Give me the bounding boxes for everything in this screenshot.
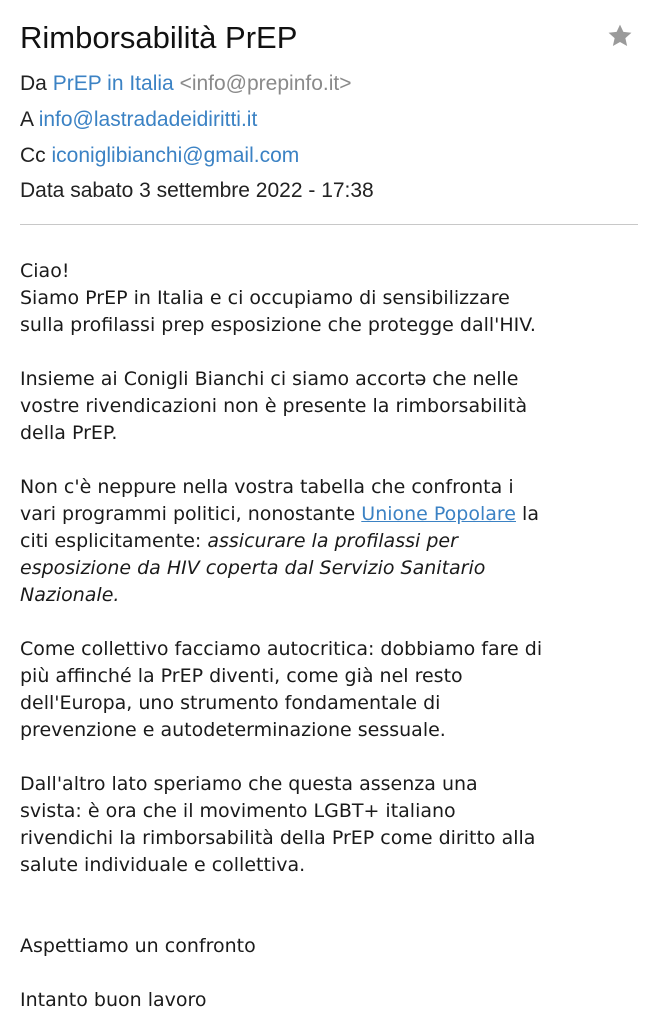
closing-line: Aspettiamo un confronto [20,935,256,957]
body-line: dell'Europa, uno strumento fondamentale di [20,692,441,714]
quote-line: esposizione da HIV coperta dal Servizio Sanitario [20,557,486,579]
quote-line: Nazionale. [20,584,120,606]
email-body [20,258,640,1014]
from-row [20,70,352,98]
paragraph-svista [20,771,640,879]
paragraph-greeting [20,258,640,339]
cc-label: Cc [20,144,46,167]
from-name-link[interactable]: PrEP in Italia [52,72,174,95]
unione-popolare-link[interactable]: Unione Popolare [361,503,516,525]
body-line: più affinché la PrEP diventi, come già nel resto [20,665,463,687]
paragraph-autocritica [20,636,640,744]
body-line: salute individuale e collettiva. [20,854,306,876]
from-label: Da [20,72,47,95]
date-value: sabato 3 settembre 2022 - 17:38 [70,179,374,202]
paragraph-insieme [20,366,640,447]
body-text: vari programmi politici, nonostante [20,503,362,525]
header-divider [20,224,638,225]
body-line: rivendichi la rimborsabilità della PrEP come diritto alla [20,827,536,849]
body-line: Insieme ai Conigli Bianchi ci siamo accortə che nelle [20,368,519,390]
cc-row [20,142,299,170]
closing-line: Intanto buon lavoro [20,989,207,1011]
body-line: Non c'è neppure nella vostra tabella che confronta i [20,476,514,498]
body-line: della PrEP. [20,422,118,444]
date-row [20,177,374,205]
email-subject: Rimborsabilità PrEP [20,20,298,55]
body-line [20,528,640,555]
body-line: Siamo PrEP in Italia e ci occupiamo di sensibilizzare [20,287,510,309]
star-icon[interactable] [606,22,634,50]
body-line: sulla profilassi prep esposizione che protegge dall'HIV. [20,314,536,336]
body-line: vostre rivendicazioni non è presente la rimborsabilità [20,395,528,417]
to-address-link[interactable]: info@lastradadeidiritti.it [38,108,258,131]
paragraph-tabella [20,474,640,609]
from-address: <info@prepinfo.it> [179,72,352,95]
body-line: Come collettivo facciamo autocritica: dobbiamo fare di [20,638,543,660]
date-label: Data [20,179,65,202]
body-text: la [516,503,539,525]
body-line [20,501,640,528]
cc-address-link[interactable]: iconiglibianchi@gmail.com [51,144,300,167]
quote-text: assicurare la profilassi per [207,530,458,552]
to-row [20,106,257,134]
to-label: A [20,108,33,131]
body-line: prevenzione e autodeterminazione sessuale. [20,719,446,741]
body-text: citi esplicitamente: [20,530,208,552]
body-line: Dall'altro lato speriamo che questa assenza una [20,773,478,795]
body-line: Ciao! [20,260,70,282]
body-line: svista: è ora che il movimento LGBT+ italiano [20,800,456,822]
